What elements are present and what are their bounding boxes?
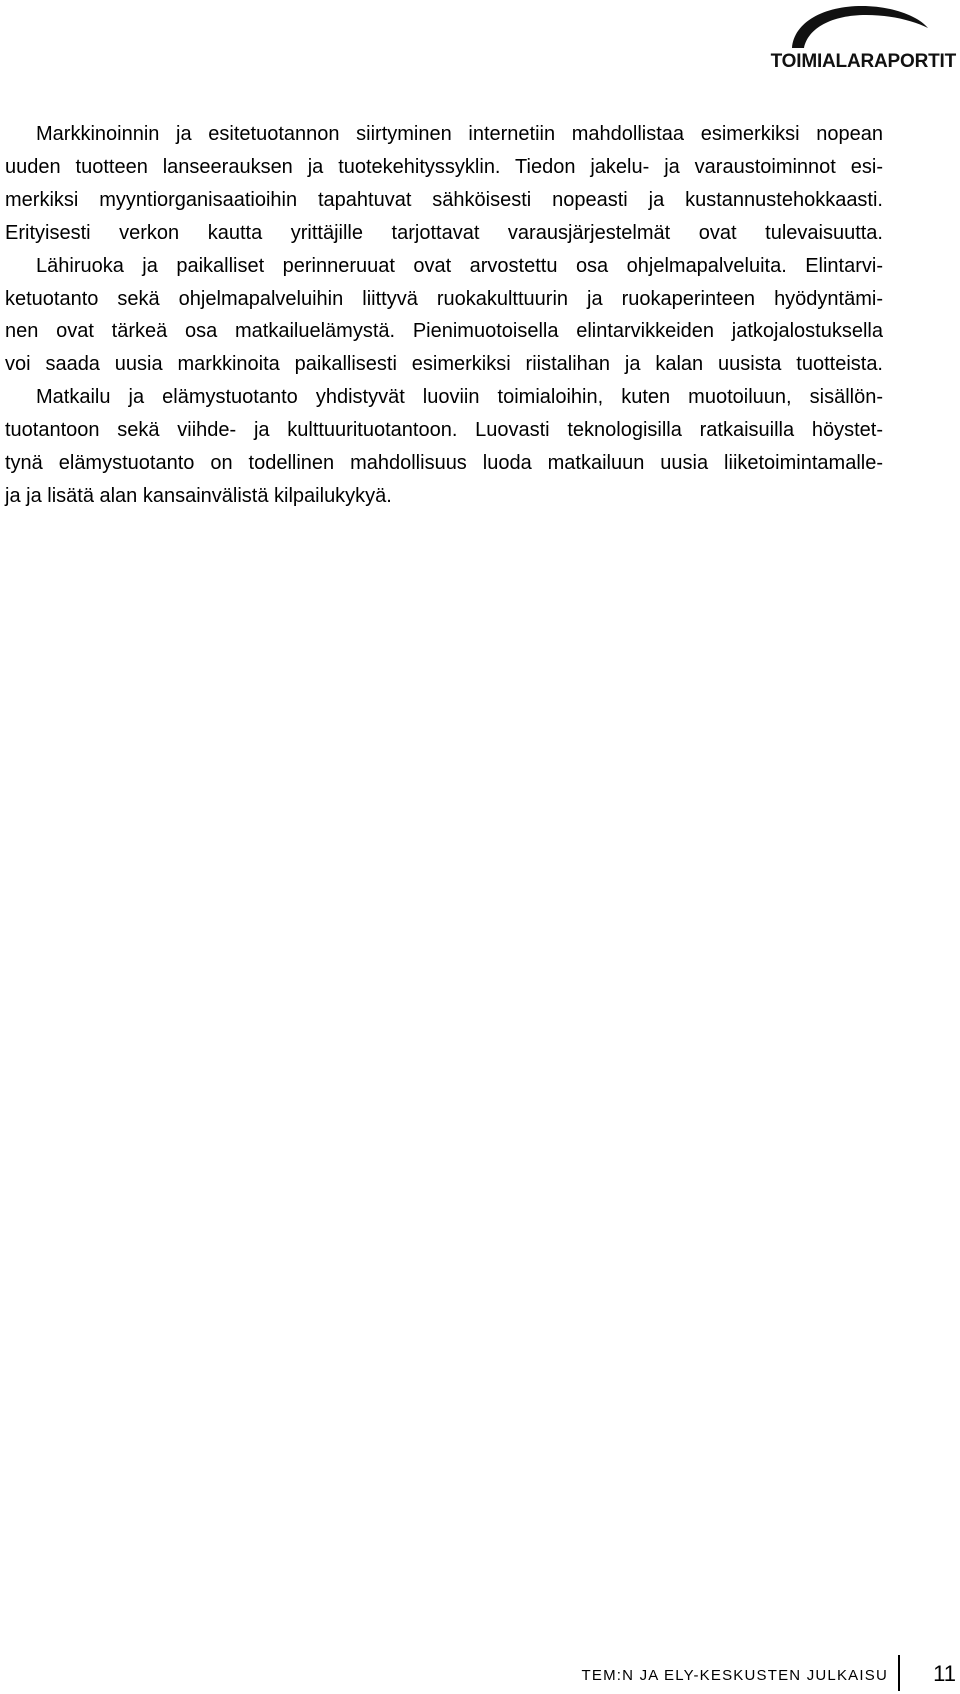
footer-publisher: TEM:N JA ELY-KESKUSTEN JULKAISU [581, 1667, 888, 1684]
page-footer [0, 1663, 960, 1693]
arc-logo-icon [780, 4, 930, 50]
text-line: nen ovat tärkeä osa matkailuelämystä. Pienimuotoisella elintarvikkeiden jatkojalostuksella [5, 320, 883, 343]
text-line: uuden tuotteen lanseerauksen ja tuotekehityssyklin. Tiedon jakelu- ja varaustoiminnot esi- [5, 155, 883, 178]
text-line: Markkinoinnin ja esitetuotannon siirtyminen internetiin mahdollistaa esimerkiksi nopean [36, 123, 883, 145]
text-line: tuotantoon sekä viihde- ja kulttuurituotantoon. Luovasti teknologisilla ratkaisuilla höystet- [5, 419, 883, 442]
text-line: voi saada uusia markkinoita paikallisesti esimerkiksi riistalihan ja kalan uusista tuotteista. [5, 353, 883, 376]
text-line: merkiksi myyntiorganisaatioihin tapahtuvat sähköisesti nopeasti ja kustannustehokkaasti. [5, 188, 883, 211]
text-line: Erityisesti verkon kautta yrittäjille tarjottavat varausjärjestelmät ovat tulevaisuutta. [5, 221, 883, 244]
text-line: ja ja lisätä alan kansainvälistä kilpailukykyä. [5, 484, 392, 507]
text-line: ketuotanto sekä ohjelmapalveluihin liittyvä ruokakulttuurin ja ruokaperinteen hyödyntämi- [5, 287, 883, 310]
body-paragraph [5, 118, 883, 513]
logo-wordmark: TOIMIALARAPORTIT [770, 51, 956, 72]
page-number: 11 [933, 1661, 956, 1686]
text-line: Matkailu ja elämystuotanto yhdistyvät luoviin toimialoihin, kuten muotoiluun, sisällön- [36, 386, 883, 409]
text-line: Lähiruoka ja paikalliset perinneruuat ovat arvostettu osa ohjelmapalveluita. Elintarvi- [36, 254, 883, 277]
footer-divider [898, 1655, 900, 1691]
toimialaraportit-logo [760, 4, 956, 74]
text-line: tynä elämystuotanto on todellinen mahdollisuus luoda matkailuun uusia liiketoimintamalle- [5, 452, 883, 475]
